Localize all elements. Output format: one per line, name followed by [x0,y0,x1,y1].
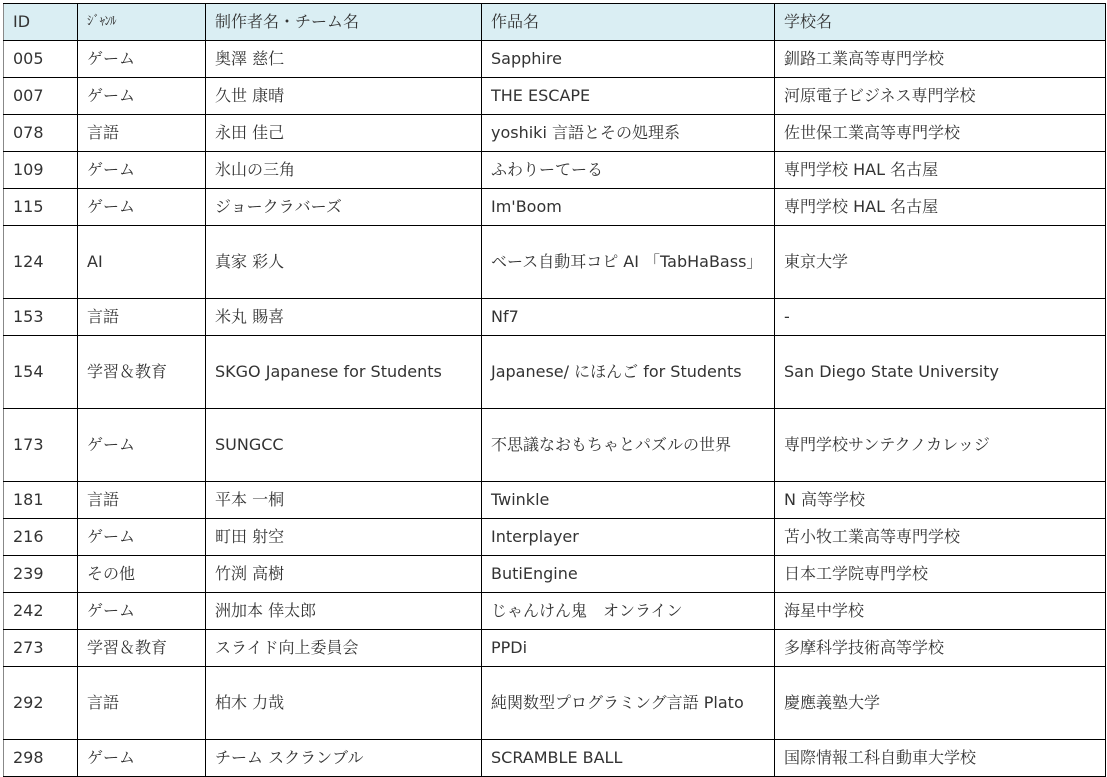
cell-creator: 永田 佳己 [206,115,482,152]
cell-genre: ゲーム [78,78,206,115]
cell-work: Twinkle [482,482,775,519]
cell-genre: ゲーム [78,41,206,78]
table-header-row [4,4,1106,41]
cell-creator: 久世 康晴 [206,78,482,115]
cell-work: yoshiki 言語とその処理系 [482,115,775,152]
cell-creator: チーム スクランブル [206,740,482,777]
cell-work: Interplayer [482,519,775,556]
cell-id: 124 [4,226,78,299]
cell-genre: ゲーム [78,409,206,482]
cell-id: 292 [4,667,78,740]
cell-work: SCRAMBLE BALL [482,740,775,777]
table-row [4,740,1106,777]
cell-school: 苫小牧工業高等専門学校 [775,519,1106,556]
cell-id: 242 [4,593,78,630]
entries-table [3,3,1106,777]
cell-genre: ゲーム [78,189,206,226]
cell-work: PPDi [482,630,775,667]
cell-school: 日本工学院専門学校 [775,556,1106,593]
cell-work: ButiEngine [482,556,775,593]
cell-genre: ゲーム [78,519,206,556]
cell-work: ふわりーてーる [482,152,775,189]
cell-genre: 言語 [78,667,206,740]
header-school: 学校名 [775,4,1106,41]
cell-creator: 氷山の三角 [206,152,482,189]
entries-table-container [3,3,1106,777]
cell-work: THE ESCAPE [482,78,775,115]
cell-work: Im'Boom [482,189,775,226]
cell-school: 専門学校 HAL 名古屋 [775,189,1106,226]
cell-genre: 言語 [78,115,206,152]
cell-creator: 米丸 賜喜 [206,299,482,336]
cell-creator: 町田 射空 [206,519,482,556]
cell-creator: 竹渕 高樹 [206,556,482,593]
cell-id: 173 [4,409,78,482]
cell-genre: ゲーム [78,152,206,189]
table-row [4,593,1106,630]
cell-genre: 言語 [78,482,206,519]
cell-school: 佐世保工業高等専門学校 [775,115,1106,152]
cell-school: - [775,299,1106,336]
table-row [4,409,1106,482]
cell-work: 純関数型プログラミング言語 Plato [482,667,775,740]
cell-work: 不思議なおもちゃとパズルの世界 [482,409,775,482]
cell-id: 005 [4,41,78,78]
cell-id: 154 [4,336,78,409]
cell-creator: 洲加本 倖太郎 [206,593,482,630]
cell-genre: その他 [78,556,206,593]
table-row [4,226,1106,299]
cell-work: Sapphire [482,41,775,78]
cell-school: San Diego State University [775,336,1106,409]
table-row [4,519,1106,556]
cell-creator: 平本 一桐 [206,482,482,519]
cell-id: 007 [4,78,78,115]
cell-genre: ゲーム [78,740,206,777]
cell-school: 多摩科学技術高等学校 [775,630,1106,667]
table-row [4,482,1106,519]
cell-creator: 奥澤 慈仁 [206,41,482,78]
cell-genre: 学習＆教育 [78,630,206,667]
cell-creator: 柏木 力哉 [206,667,482,740]
cell-school: 海星中学校 [775,593,1106,630]
header-work: 作品名 [482,4,775,41]
cell-work: Nf7 [482,299,775,336]
cell-work: ベース自動耳コピ AI 「TabHaBass」 [482,226,775,299]
cell-id: 078 [4,115,78,152]
cell-school: 釧路工業高等専門学校 [775,41,1106,78]
table-row [4,336,1106,409]
cell-creator: SKGO Japanese for Students [206,336,482,409]
cell-work: Japanese/ にほんご for Students [482,336,775,409]
cell-genre: AI [78,226,206,299]
cell-id: 109 [4,152,78,189]
cell-school: 河原電子ビジネス専門学校 [775,78,1106,115]
table-row [4,630,1106,667]
cell-school: 東京大学 [775,226,1106,299]
table-row [4,78,1106,115]
cell-id: 115 [4,189,78,226]
cell-creator: 真家 彩人 [206,226,482,299]
cell-genre: 言語 [78,299,206,336]
header-creator: 制作者名・チーム名 [206,4,482,41]
table-row [4,115,1106,152]
cell-work: じゃんけん鬼 オンライン [482,593,775,630]
cell-id: 239 [4,556,78,593]
table-row [4,667,1106,740]
cell-id: 273 [4,630,78,667]
table-row [4,299,1106,336]
cell-genre: 学習＆教育 [78,336,206,409]
header-id: ID [4,4,78,41]
cell-id: 216 [4,519,78,556]
cell-id: 298 [4,740,78,777]
cell-id: 181 [4,482,78,519]
cell-school: 専門学校 HAL 名古屋 [775,152,1106,189]
table-row [4,41,1106,78]
cell-creator: SUNGCC [206,409,482,482]
table-row [4,189,1106,226]
cell-school: 専門学校サンテクノカレッジ [775,409,1106,482]
cell-school: 慶應義塾大学 [775,667,1106,740]
cell-creator: スライド向上委員会 [206,630,482,667]
table-row [4,152,1106,189]
cell-school: 国際情報工科自動車大学校 [775,740,1106,777]
cell-id: 153 [4,299,78,336]
cell-school: N 高等学校 [775,482,1106,519]
table-row [4,556,1106,593]
cell-creator: ジョークラバーズ [206,189,482,226]
cell-genre: ゲーム [78,593,206,630]
header-genre: ｼﾞｬﾝﾙ [78,4,206,41]
